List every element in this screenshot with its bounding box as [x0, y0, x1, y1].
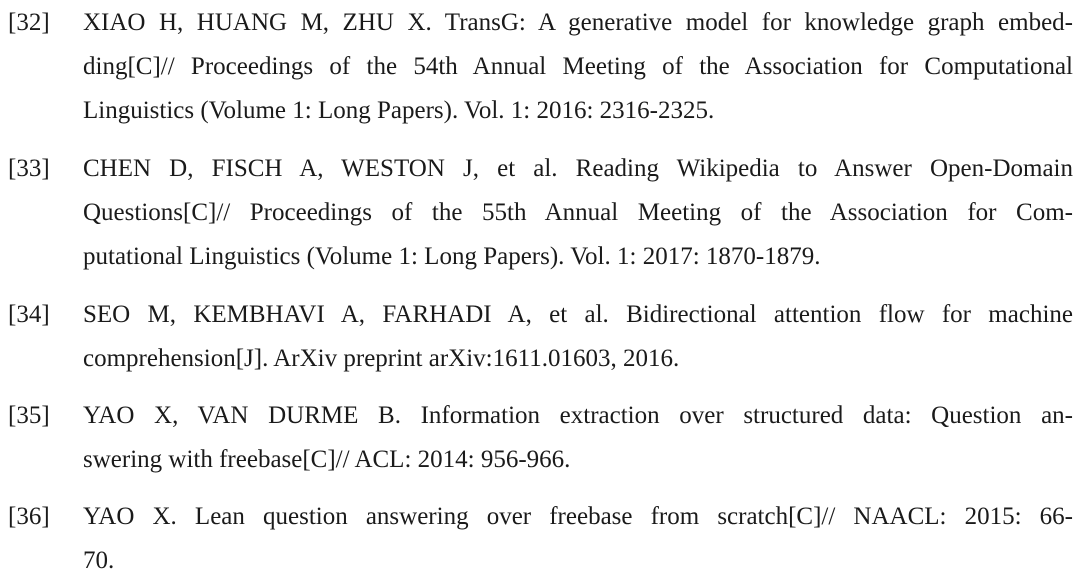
reference-text-line: CHEN D, FISCH A, WESTON J, et al. Reading Wikipedia to Answer Open-Domain — [83, 155, 1073, 182]
reference-number: [32] — [8, 9, 50, 36]
reference-text-line: comprehension[J]. ArXiv preprint arXiv:1611.01603, 2016. — [83, 345, 680, 372]
reference-text-line: Linguistics (Volume 1: Long Papers). Vol. 1: 2016: 2316-2325. — [83, 97, 715, 124]
reference-number: [35] — [8, 402, 50, 429]
reference-number: [36] — [8, 503, 50, 530]
reference-number: [34] — [8, 301, 50, 328]
reference-text-line: XIAO H, HUANG M, ZHU X. TransG: A generative model for knowledge graph embed- — [83, 9, 1073, 36]
reference-text-line: putational Linguistics (Volume 1: Long Papers). Vol. 1: 2017: 1870-1879. — [83, 243, 821, 270]
reference-text-line: Questions[C]// Proceedings of the 55th Annual Meeting of the Association for Com- — [83, 199, 1073, 226]
reference-number: [33] — [8, 155, 50, 182]
reference-text-line: YAO X, VAN DURME B. Information extraction over structured data: Question an- — [83, 402, 1073, 429]
reference-text-line: swering with freebase[C]// ACL: 2014: 956-966. — [83, 446, 571, 473]
reference-text-line: SEO M, KEMBHAVI A, FARHADI A, et al. Bidirectional attention flow for machine — [83, 301, 1073, 328]
reference-text-line: ding[C]// Proceedings of the 54th Annual Meeting of the Association for Computational — [83, 53, 1073, 80]
reference-text-line: YAO X. Lean question answering over freebase from scratch[C]// NAACL: 2015: 66- — [83, 503, 1073, 530]
reference-text-line: 70. — [83, 547, 115, 574]
